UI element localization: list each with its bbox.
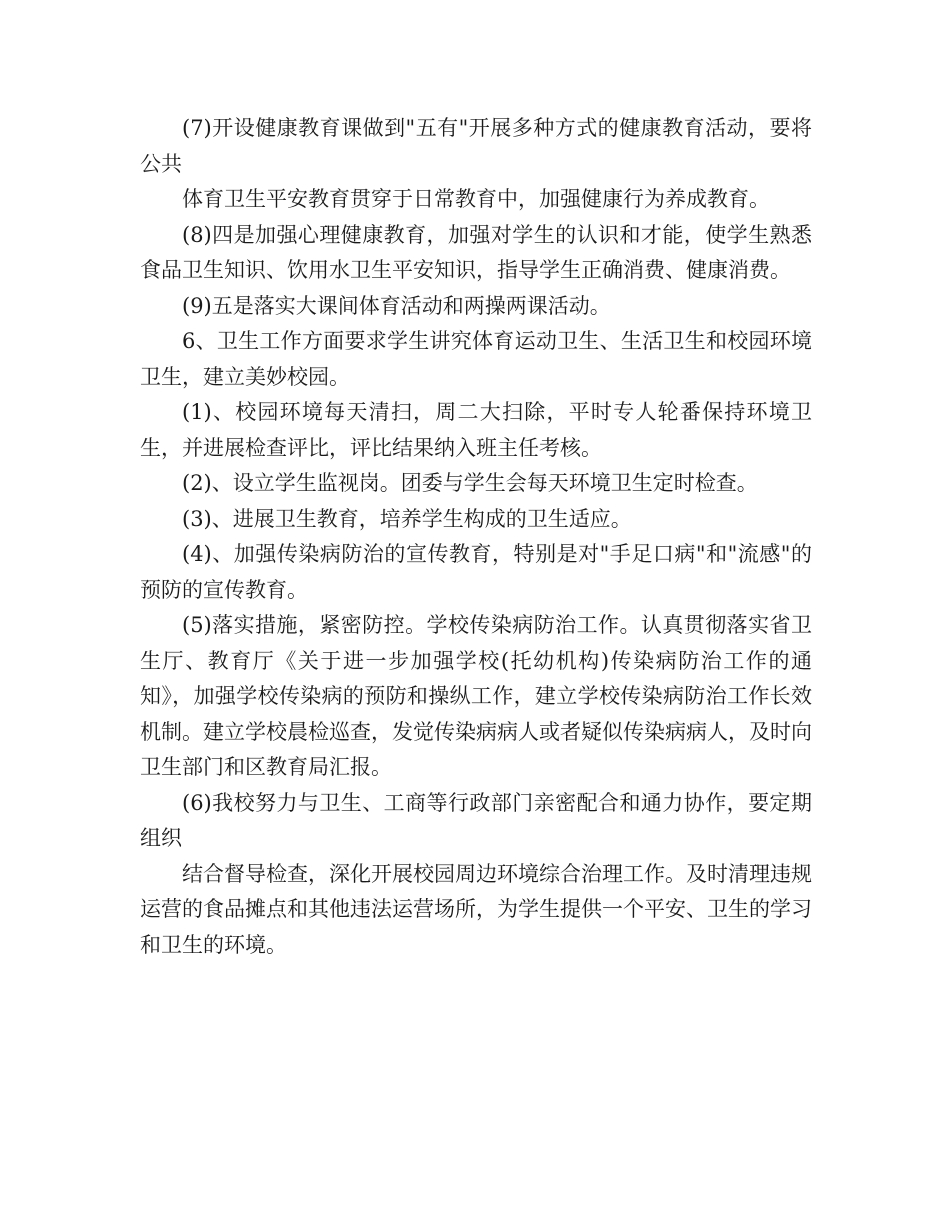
paragraph-2: 体育卫生平安教育贯穿于日常教育中，加强健康行为养成教育。 xyxy=(182,187,770,211)
paragraph-7: (2)、设立学生监视岗。团委与学生会每天环境卫生定时检查。 xyxy=(182,471,758,495)
paragraph-1: (7)开设健康教育课做到"五有"开展多种方式的健康教育活动，要将公共 xyxy=(140,116,812,176)
paragraph-6: (1)、校园环境每天清扫，周二大扫除，平时专人轮番保持环境卫生，并进展检查评比，评比结果纳入班主任考核。 xyxy=(140,400,812,460)
paragraph-3: (8)四是加强心理健康教育，加强对学生的认识和才能，使学生熟悉食品卫生知识、饮用水卫生平安知识，指导学生正确消费、健康消费。 xyxy=(140,222,812,282)
paragraph-12: 结合督导检查，深化开展校园周边环境综合治理工作。及时清理违规运营的食品摊点和其他违法运营场所，为学生提供一个平安、卫生的学习和卫生的环境。 xyxy=(140,861,812,957)
document-body xyxy=(140,111,812,963)
paragraph-5: 6、卫生工作方面要求学生讲究体育运动卫生、生活卫生和校园环境卫生，建立美妙校园。 xyxy=(140,329,812,389)
paragraph-8: (3)、进展卫生教育，培养学生构成的卫生适应。 xyxy=(182,506,632,531)
paragraph-9: (4)、加强传染病防治的宣传教育，特别是对"手足口病"和"流感"的预防的宣传教育。 xyxy=(140,542,812,602)
paragraph-4: (9)五是落实大课间体育活动和两操两课活动。 xyxy=(182,293,611,318)
paragraph-10: (5)落实措施，紧密防控。学校传染病防治工作。认真贯彻落实省卫生厅、教育厅《关于进一步加强学校(托幼机构)传染病防治工作的通知》，加强学校传染病的预防和操纵工作，建立学校传染病防治工作长效机制。建立学校晨检巡查，发觉传染病病人或者疑似传染病病人，及时向卫生部门和区教育局汇报。 xyxy=(140,613,812,779)
paragraph-11: (6)我校努力与卫生、工商等行政部门亲密配合和通力协作，要定期组织 xyxy=(140,790,812,850)
